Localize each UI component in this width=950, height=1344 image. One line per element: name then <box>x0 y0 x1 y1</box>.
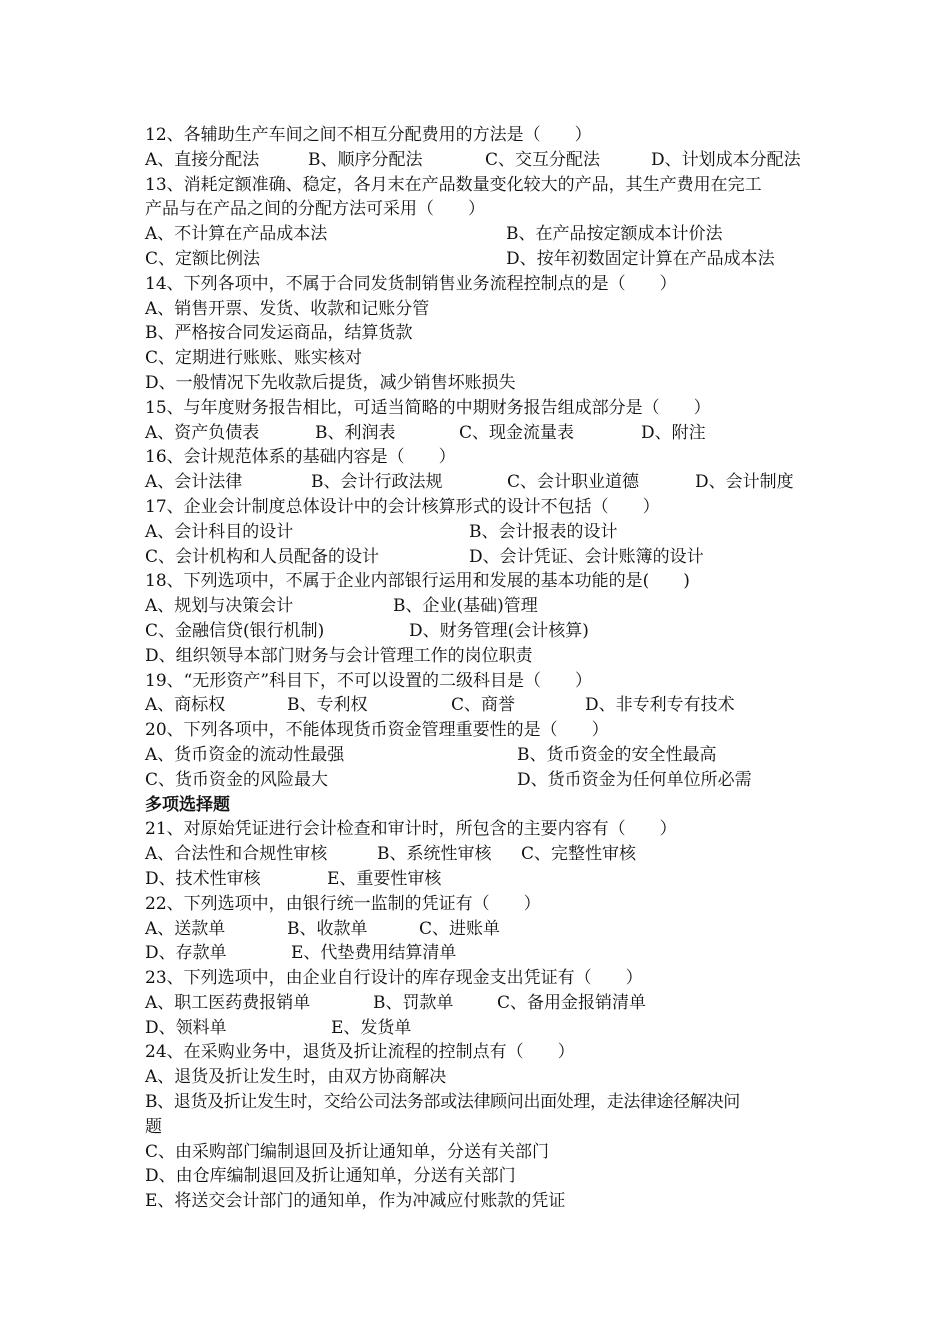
option-b: B、在产品按定额成本计价法 <box>506 224 723 245</box>
option-c: C、现金流量表 <box>459 422 575 443</box>
option-b: B、会计报表的设计 <box>469 521 618 542</box>
option-a: A、商标权 <box>145 695 226 716</box>
option-a: A、资产负债表 <box>145 422 260 443</box>
question-14-option-d: D、一般情况下先收款后提货，减少销售坏账损失 <box>145 372 516 393</box>
option-c: C、定额比例法 <box>145 248 261 269</box>
option-c: C、会计职业道德 <box>507 472 640 493</box>
option-d: D、领料单 <box>145 1017 227 1038</box>
question-16-stem: 16、会计规范体系的基础内容是（ ） <box>145 447 456 468</box>
question-12-stem: 12、各辅助生产车间之间不相互分配费用的方法是（ ） <box>145 125 592 145</box>
option-b: B、利润表 <box>315 422 396 443</box>
option-a: A、会计科目的设计 <box>145 521 294 542</box>
question-20-options-row2 <box>145 768 825 793</box>
option-a: A、职工医药费报销单 <box>145 992 311 1013</box>
option-c: C、交互分配法 <box>485 149 601 170</box>
option-d: D、技术性审核 <box>145 868 261 889</box>
option-b: B、会计行政法规 <box>311 472 443 493</box>
question-24-option-b-cont: 题 <box>145 1116 162 1137</box>
question-20-stem: 20、下列各项中，不能体现货币资金管理重要性的是（ ） <box>145 720 609 741</box>
question-22-stem: 22、下列选项中，由银行统一监制的凭证有（ ） <box>145 893 541 914</box>
option-b: B、系统性审核 <box>377 844 492 865</box>
question-22-options-row1 <box>145 917 825 942</box>
question-24-option-d: D、由仓库编制退回及折让通知单，分送有关部门 <box>145 1166 516 1187</box>
question-23-stem: 23、下列选项中，由企业自行设计的库存现金支出凭证有（ ） <box>145 968 643 989</box>
question-list <box>145 123 825 1214</box>
option-b: B、货币资金的安全性最高 <box>517 744 717 765</box>
section-title-multiple-choice: 多项选择题 <box>145 794 230 815</box>
question-14-option-b: B、严格按合同发运商品，结算货款 <box>145 323 413 344</box>
option-c: C、商誉 <box>451 695 516 716</box>
option-a: A、合法性和合规性审核 <box>145 844 328 865</box>
question-13-stem: 13、消耗定额准确、稳定，各月末在产品数量变化较大的产品，其生产费用在完工 <box>145 174 762 195</box>
question-14-stem: 14、下列各项中，不属于合同发货制销售业务流程控制点的是（ ） <box>145 273 677 294</box>
option-c: C、备用金报销清单 <box>497 992 647 1013</box>
option-d: D、存款单 <box>145 943 227 964</box>
question-18-option-d2: D、组织领导本部门财务与会计管理工作的岗位职责 <box>145 645 533 666</box>
question-16-options <box>145 470 825 495</box>
option-b: B、专利权 <box>287 695 368 716</box>
question-24-option-e: E、将送交会计部门的通知单，作为冲减应付账款的凭证 <box>145 1191 566 1212</box>
option-d: D、非专利专有技术 <box>585 695 735 716</box>
option-d: D、货币资金为任何单位所必需 <box>517 769 752 790</box>
option-a: A、货币资金的流动性最强 <box>145 744 345 765</box>
option-d: D、附注 <box>641 422 706 443</box>
question-17-options-row1 <box>145 520 825 545</box>
question-19-stem: 19、“无形资产”科目下，不可以设置的二级科目是（ ） <box>145 670 593 691</box>
option-d: D、计划成本分配法 <box>651 149 801 170</box>
option-d: D、会计制度 <box>695 472 794 493</box>
option-e: E、发货单 <box>331 1017 412 1038</box>
option-b: B、企业(基础)管理 <box>393 596 538 617</box>
question-14-option-c: C、定期进行账账、账实核对 <box>145 348 363 369</box>
question-17-options-row2 <box>145 545 825 570</box>
question-20-options-row1 <box>145 743 825 768</box>
option-b: B、罚款单 <box>373 992 454 1013</box>
question-24-option-a: A、退货及折让发生时，由双方协商解决 <box>145 1067 447 1088</box>
question-19-options <box>145 693 825 718</box>
question-21-options-row1 <box>145 842 825 867</box>
question-23-options-row1 <box>145 991 825 1016</box>
question-15-options <box>145 421 825 446</box>
question-15-stem: 15、与年度财务报告相比，可适当简略的中期财务报告组成部分是（ ） <box>145 397 711 418</box>
question-18-options-row2 <box>145 619 825 644</box>
option-c: C、完整性审核 <box>521 844 637 865</box>
question-24-option-b: B、退货及折让发生时，交给公司法务部或法律顾问出面处理，走法律途径解决问 <box>145 1092 740 1113</box>
option-a: A、送款单 <box>145 918 226 939</box>
question-24-option-c: C、由采购部门编制退回及折让通知单，分送有关部门 <box>145 1141 550 1162</box>
option-a: A、会计法律 <box>145 472 243 493</box>
option-e: E、重要性审核 <box>327 868 442 889</box>
question-21-stem: 21、对原始凭证进行会计检查和审计时，所包含的主要内容有（ ） <box>145 819 677 840</box>
option-c: C、会计机构和人员配备的设计 <box>145 546 380 567</box>
option-a: A、规划与决策会计 <box>145 596 294 617</box>
question-23-options-row2 <box>145 1016 825 1041</box>
question-13-stem-cont: 产品与在产品之间的分配方法可采用（ ） <box>145 199 485 220</box>
option-c: C、货币资金的风险最大 <box>145 769 329 790</box>
option-b: B、收款单 <box>287 918 368 939</box>
option-a: A、不计算在产品成本法 <box>145 224 328 245</box>
option-d: D、会计凭证、会计账簿的设计 <box>469 546 704 567</box>
question-21-options-row2 <box>145 867 825 892</box>
option-c: C、进账单 <box>419 918 501 939</box>
option-d: D、财务管理(会计核算) <box>409 620 589 641</box>
question-13-options-row2 <box>145 247 825 272</box>
question-13-options-row1 <box>145 222 825 247</box>
option-e: E、代垫费用结算清单 <box>291 943 457 964</box>
question-24-stem: 24、在采购业务中，退货及折让流程的控制点有（ ） <box>145 1042 575 1063</box>
question-18-options-row1 <box>145 594 825 619</box>
option-d: D、按年初数固定计算在产品成本法 <box>506 248 775 269</box>
question-17-stem: 17、企业会计制度总体设计中的会计核算形式的设计不包括（ ） <box>145 496 660 517</box>
option-c: C、金融信贷(银行机制) <box>145 620 325 641</box>
question-14-option-a: A、销售开票、发货、收款和记账分管 <box>145 298 430 319</box>
question-22-options-row2 <box>145 941 825 966</box>
option-b: B、顺序分配法 <box>308 149 423 170</box>
question-12-options <box>145 148 825 173</box>
question-18-stem: 18、下列选项中，不属于企业内部银行运用和发展的基本功能的是( ) <box>145 571 690 592</box>
option-a: A、直接分配法 <box>145 149 260 170</box>
